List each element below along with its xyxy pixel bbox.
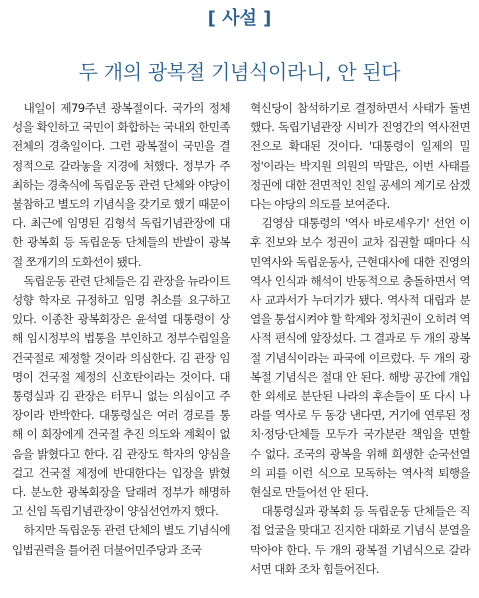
paragraph: 대통령실과 광복회 등 독립운동 단체들은 직접 얼굴을 맞대고 진지한 대화로 기념식 분열을 막아야 한다. 두 개의 광복절 기념식으로 갈라서면 대화 조차 힘들어진다. [250, 504, 470, 576]
article-column-right [250, 99, 470, 579]
article-column-left [12, 99, 230, 560]
page-title: 두 개의 광복절 기념식이라니, 안 된다 [78, 60, 401, 84]
paragraph: 혁신당이 참석하기로 결정하면서 사태가 돌변했다. 독립기념관장 시비가 진영간의 역사전면전으로 확대된 것이다. '대통령이 일제의 밀정'이라는 박지원 의원의 막말은, 이번 사태를 정권에 대한 전면적인 친일 공세의 계기로 삼겠다는 야당의 의도를 보여준다. [250, 101, 470, 212]
paragraph: 독립운동 관련 단체들은 김 관장을 뉴라이트 성향 학자로 규정하고 임명 취소를 요구하고 있다. 이종찬 광복회장은 윤석열 대통령이 상해 임시정부의 법통을 부인하고 정부수립일을 건국절로 제정할 것이라 의심한다. 김 관장 임명이 건국절 제정의 신호탄이라는 것이다. 대통령실과 김 관장은 터무니 없는 의심이고 주장이라 반박한다. 대통령실은 여러 경로를 통해 이 회장에게 건국절 추진 의도와 계획이 없음을 밝혔다고 한다. 김 관장도 학자의 양심을 걸고 건국절 제정에 반대한다는 입장을 밝혔다. 분노한 광복회장을 달래려 정부가 해명하고 신임 독립기념관장이 양심선언까지 했다. [12, 273, 230, 519]
section-label: [ 사설 ] [207, 8, 272, 29]
paragraph: 하지만 독립운동 관련 단체의 별도 기념식에 입법권력을 틀어쥔 더불어민주당과 조국 [12, 523, 230, 557]
paragraph: 김영삼 대통령의 '역사 바로세우기' 선언 이후 진보와 보수 정권이 교차 집권할 때마다 식민역사와 독립운동사, 근현대사에 대한 진영의 역사 인식과 해석이 반동적으로 충돌하면서 역사 교과서가 누더기가 됐다. 역사적 대립과 분열을 통섭시켜야 할 학계와 정치권이 오히려 역사적 편식에 앞장섰다. 그 결과로 두 개의 광복절 기념식이라는 파국에 이르렀다. 두 개의 광복절 기념식은 절대 안 된다. 해방 공간에 개입한 외세로 분단된 나라의 후손들이 또 다시 나라를 역사로 두 동강 낸다면, 거기에 연루된 정치·정당·단체들 모두가 국가분란 책임을 면할 수 없다. 조국의 광복을 위해 희생한 순국선열의 피를 이런 식으로 모독하는 역사적 퇴행을 현실로 만들어선 안 된다. [250, 216, 470, 500]
paragraph: 내일이 제79주년 광복절이다. 국가의 정체성을 확인하고 국민이 화합하는 국내외 한민족 전체의 경축일이다. 그런 광복절이 국민을 결정적으로 갈라놓을 지경에 처했다. 정부가 주최하는 경축식에 독립운동 관련 단체와 야당이 불참하고 별도의 기념식을 갖기로 했기 때문이다. 최근에 임명된 김형석 독립기념관장에 대한 광복회 등 독립운동 단체들의 반발이 광복절 쪼개기의 도화선이 됐다. [12, 101, 230, 269]
